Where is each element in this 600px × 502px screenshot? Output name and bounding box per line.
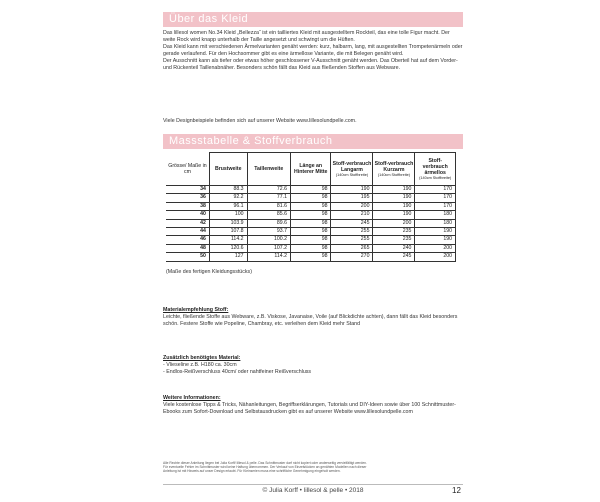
value-cell: 98	[290, 236, 331, 244]
value-cell: 240	[373, 244, 415, 252]
value-cell: 210	[331, 211, 373, 219]
size-cell: 42	[166, 219, 209, 227]
value-cell: 170	[415, 194, 456, 202]
designs-note: Viele Designbeispiele befinden sich auf unserer Website www.lillesolundpelle.com.	[163, 118, 357, 124]
size-cell: 48	[166, 244, 209, 252]
intro-text	[163, 30, 463, 72]
value-cell: 107.2	[247, 244, 290, 252]
table-row	[166, 219, 456, 227]
value-cell: 200	[415, 244, 456, 252]
value-cell: 85.6	[247, 211, 290, 219]
material-item: - Vlieseline z.B. H180 ca. 30cm	[163, 362, 237, 368]
section-heading-about: Über das Kleid	[163, 12, 463, 27]
value-cell: 92.2	[209, 194, 247, 202]
page-number: 12	[452, 486, 461, 495]
value-cell: 114.2	[247, 253, 290, 261]
table-row	[166, 253, 456, 261]
value-cell: 180	[415, 211, 456, 219]
header-cell-size: Grösse/ Maße in cm	[166, 153, 209, 186]
value-cell: 98	[290, 219, 331, 227]
size-table-header-row	[166, 153, 456, 186]
material-heading: Zusätzlich benötigtes Material:	[163, 355, 241, 361]
value-cell: 180	[415, 219, 456, 227]
value-cell: 245	[373, 253, 415, 261]
value-cell: 200	[415, 253, 456, 261]
size-table	[166, 152, 456, 262]
size-cell: 38	[166, 202, 209, 210]
header-cell-sleeveless: Stoff-verbrauch ärmellos (140cm Stoffbreite)	[415, 153, 456, 186]
material-section	[163, 355, 463, 376]
value-cell: 190	[373, 202, 415, 210]
fabric-section	[163, 307, 463, 328]
header-cell-longsleeve: Stoff-verbrauch Langarm (140cm Stoffbreite)	[331, 153, 373, 186]
value-cell: 100	[209, 211, 247, 219]
value-cell: 93.7	[247, 228, 290, 236]
material-item: - Endlos-Reißverschluss 40cm/ oder nahtfeiner Reißverschluss	[163, 369, 312, 375]
intro-paragraph: Das lillesol women No.34 Kleid „Bellezza“ ist ein tailliertes Kleid mit ausgestelltem Rockteil, das eine tolle Figur macht. Der weite Rock wird knapp unterhalb der Taille angesetzt und schwingt um die Hüften.	[163, 30, 450, 43]
value-cell: 72.6	[247, 186, 290, 194]
value-cell: 77.1	[247, 194, 290, 202]
value-cell: 190	[373, 194, 415, 202]
table-row	[166, 211, 456, 219]
value-cell: 270	[331, 253, 373, 261]
value-cell: 88.3	[209, 186, 247, 194]
value-cell: 235	[373, 228, 415, 236]
footer-divider	[163, 484, 463, 485]
legal-line: Alle Rechte dieser Anleitung liegen bei Julia Korff/ lillesol & pelle. Das Schnittmuster darf nicht kopiert oder anderweitig vervielfältigt werden.	[163, 461, 367, 465]
info-text: Viele kostenlose Tipps & Tricks, Nähanleitungen, Begriffserklärungen, Tutorials und DIY-Ideen sowie über 100 Schnittmuster-Ebooks zum Sofort-Download und Selbstausdrucken gibt es auf unserer Website www.lillesolundpelle.com	[163, 402, 456, 415]
size-cell: 46	[166, 236, 209, 244]
value-cell: 81.6	[247, 202, 290, 210]
info-section	[163, 395, 463, 416]
value-cell: 190	[373, 186, 415, 194]
value-cell: 98	[290, 253, 331, 261]
fabric-heading: Materialempfehlung Stoff:	[163, 307, 229, 313]
size-cell: 34	[166, 186, 209, 194]
header-cell-waist: Taillenweite	[247, 153, 290, 186]
value-cell: 195	[331, 194, 373, 202]
value-cell: 265	[331, 244, 373, 252]
header-cell-shortsleeve: Stoff-verbrauch Kurzarm (140cm Stoffbreite)	[373, 153, 415, 186]
fabric-text: Leichte, fließende Stoffe aus Webware, z.B. Viskose, Javanaise, Voile (auf Blickdichte achten), dann fällt das Kleid besonders schön. Festere Stoffe wie Popeline, Chambray, etc. verleihen dem Kleid mehr Stand	[163, 314, 458, 327]
table-row	[166, 186, 456, 194]
info-heading: Weitere Informationen:	[163, 395, 221, 401]
value-cell: 190	[331, 186, 373, 194]
size-cell: 50	[166, 253, 209, 261]
value-cell: 120.6	[209, 244, 247, 252]
value-cell: 170	[415, 186, 456, 194]
value-cell: 103.9	[209, 219, 247, 227]
intro-paragraph: Das Kleid kann mit verschiedenen Ärmelvarianten genäht werden: kurz, halbarm, lang, mit ausgestellten Trompetenärmeln oder gerade verlaufend. Für den Hochsommer gibt es eine ärmellose Variante, die mit Belegen genäht wird.	[163, 44, 463, 57]
value-cell: 98	[290, 244, 331, 252]
value-cell: 255	[331, 236, 373, 244]
section-heading-sizes: Massstabelle & Stoffverbrauch	[163, 134, 463, 149]
legal-line: Für eventuelle Fehler im Schnittmuster wird keine Haftung übernommen. Der Verkauf von Einzelstücken an genähten Modellen nach dieser	[163, 465, 367, 469]
value-cell: 200	[373, 219, 415, 227]
value-cell: 245	[331, 219, 373, 227]
size-cell: 44	[166, 228, 209, 236]
value-cell: 100.2	[247, 236, 290, 244]
table-note: (Maße des fertigen Kleidungsstücks)	[166, 269, 252, 275]
value-cell: 170	[415, 202, 456, 210]
value-cell: 98	[290, 211, 331, 219]
value-cell: 190	[415, 236, 456, 244]
footer-copyright: © Julia Korff • lillesol & pelle • 2018	[262, 487, 364, 494]
size-table-body	[166, 186, 456, 262]
legal-notice	[163, 461, 463, 473]
header-cell-length: Länge an Hinterer Mitte	[290, 153, 331, 186]
value-cell: 98	[290, 202, 331, 210]
value-cell: 98	[290, 194, 331, 202]
header-cell-bust: Brustweite	[209, 153, 247, 186]
table-row	[166, 194, 456, 202]
value-cell: 107.8	[209, 228, 247, 236]
table-row	[166, 202, 456, 210]
value-cell: 190	[415, 228, 456, 236]
size-cell: 40	[166, 211, 209, 219]
intro-paragraph: Der Ausschnitt kann als tiefer oder etwas höher geschlossener V-Ausschnitt genäht werden. Das Oberteil hat auf dem Vorder- und Rückenteil Taillenabnäher. Besonders schön fällt das Kleid aus fließenden Stoffen aus Webware.	[163, 58, 458, 71]
table-row	[166, 236, 456, 244]
size-cell: 36	[166, 194, 209, 202]
table-row	[166, 228, 456, 236]
legal-line: Anleitung ist mit Hinweis auf unser Design erlaubt. Für Kleinserien muss eine schriftliche Genehmigung eingeholt werden.	[163, 469, 341, 473]
value-cell: 96.1	[209, 202, 247, 210]
value-cell: 98	[290, 228, 331, 236]
value-cell: 235	[373, 236, 415, 244]
value-cell: 89.6	[247, 219, 290, 227]
value-cell: 98	[290, 186, 331, 194]
value-cell: 127	[209, 253, 247, 261]
value-cell: 190	[373, 211, 415, 219]
table-row	[166, 244, 456, 252]
value-cell: 200	[331, 202, 373, 210]
value-cell: 255	[331, 228, 373, 236]
value-cell: 114.2	[209, 236, 247, 244]
